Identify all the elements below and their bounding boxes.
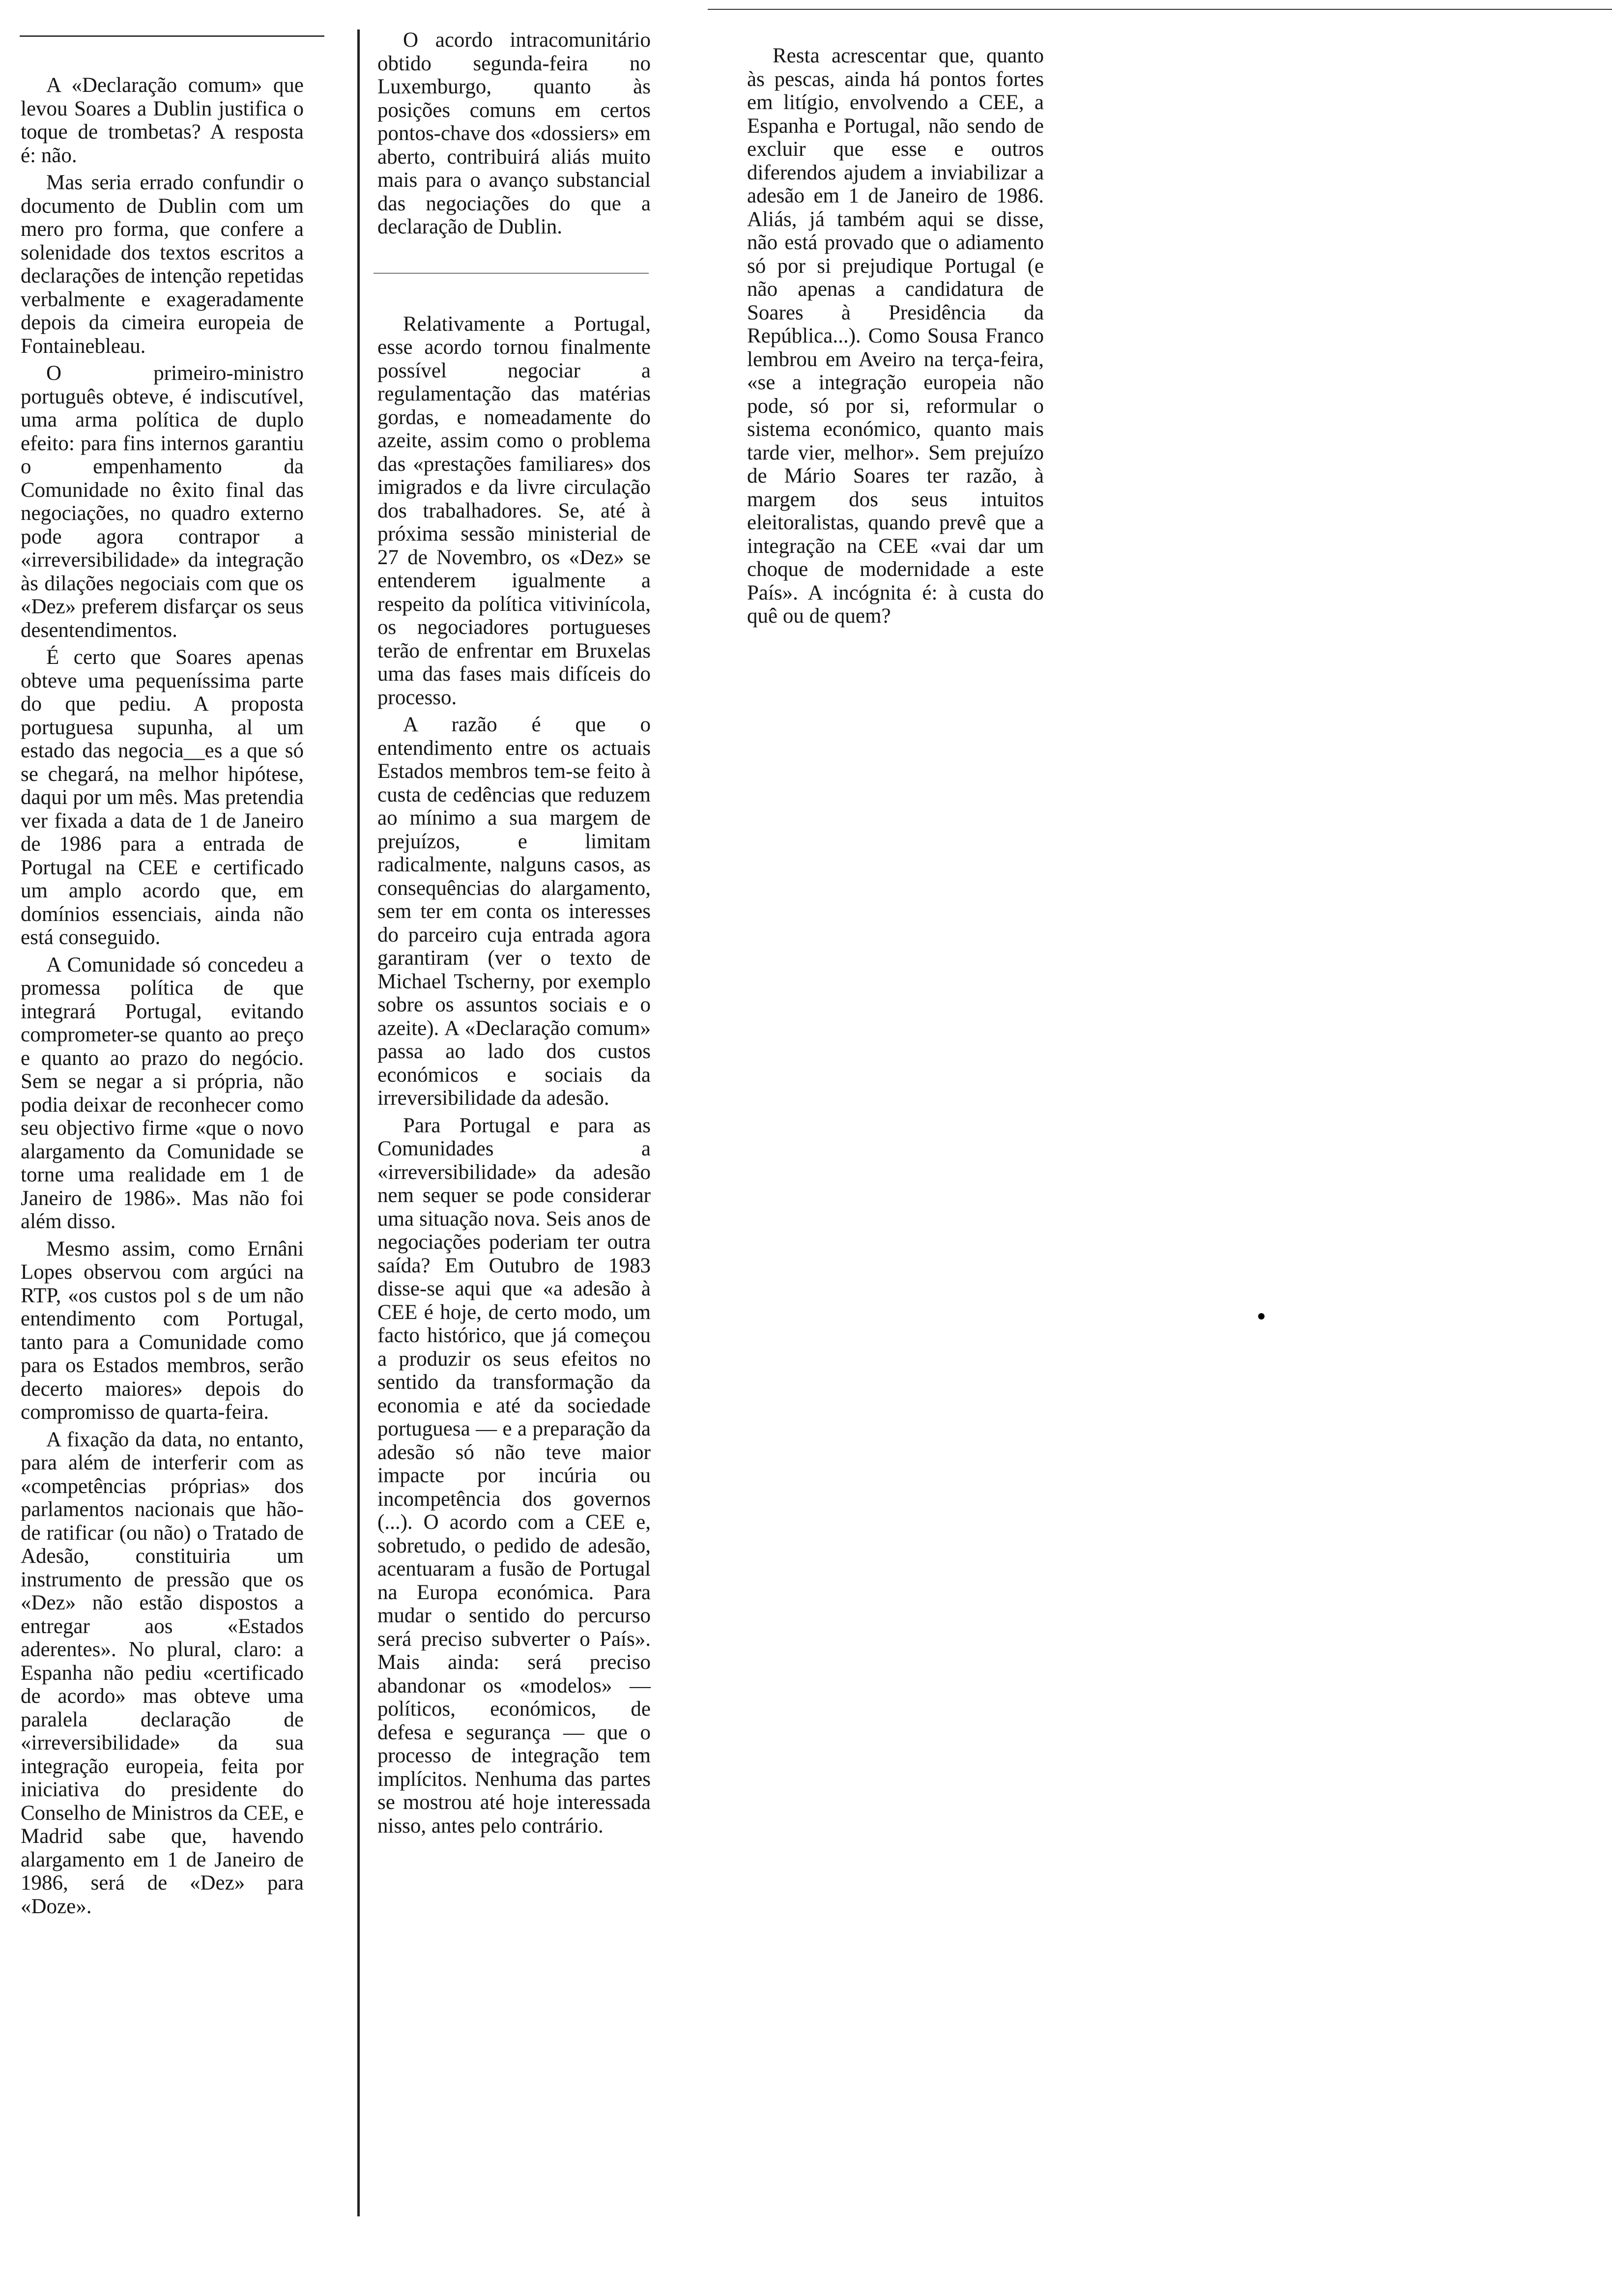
paragraph: Mas seria errado confundir o documento de Dublin com um mero pro forma, que confere a solenidade dos textos escritos a declarações de intenção repetidas verbalmente e exageradamente depois da cimeira europeia de Fontainebleau. — [21, 171, 304, 358]
paragraph: O primeiro-ministro português obteve, é indiscutível, uma arma política de duplo efeito: para fins internos garantiu o empenhamento da Comunidade no êxito final das negociações, no quadro externo pode agora contrapor a «irreversibilidade» da integração às dilações negociais com que os «Dez» preferem disfarçar os seus desentendimentos. — [21, 362, 304, 642]
column-rule — [357, 29, 360, 2216]
paragraph: Resta acrescentar que, quanto às pescas, ainda há pontos fortes em litígio, envolvendo a CEE, a Espanha e Portugal, não sendo de excluir que esse e outros diferendos ajudem a inviabilizar a adesão em 1 de Janeiro de 1986. Aliás, já também aqui se disse, não está provado que o adiamento só por si prejudique Portugal (e não apenas a candidatura de Soares à Presidência da República...). Como Sousa Franco lembrou em Aveiro na terça-feira, «se a integração europeia não pode, só por si, reformular o sistema económico, quanto mais tarde vier, melhor». Sem prejuízo de Mário Soares ter razão, à margem dos seus intuitos eleitoralistas, quando prevê que a integração na CEE «vai dar um choque de modernidade a este País». A incógnita é: à custa do quê ou de quem? — [747, 44, 1044, 628]
paragraph: A «Declaração comum» que levou Soares a Dublin justifica o toque de trombetas? A resposta é: não. — [21, 74, 304, 167]
article-column-3 — [747, 44, 1044, 632]
paragraph: Relativamente a Portugal, esse acordo tornou finalmente possível negociar a regulamentação das matérias gordas, e nomeadamente do azeite, assim como o problema das «prestações familiares» dos imigrados e da livre circulação dos trabalhadores. Se, até à próxima sessão ministerial de 27 de Novembro, os «Dez» se entenderem igualmente a respeito da política vitivinícola, os negociadores portugueses terão de enfrentar em Bruxelas uma das fases mais difíceis do processo. — [377, 312, 651, 709]
paragraph: Para Portugal e para as Comunidades a «irreversibilidade» da adesão nem sequer se pode considerar uma situação nova. Seis anos de negociações poderiam ter outra saída? Em Outubro de 1983 disse-se aqui que «a adesão à CEE é hoje, de certo modo, um facto histórico, que já começou a produzir os seus efeitos no sentido da transformação da economia e até da sociedade portuguesa — e a preparação da adesão só não teve maior impacte por incúria ou incompetência dos governos (...). O acordo com a CEE e, sobretudo, o pedido de adesão, acentuaram a fusão de Portugal na Europa económica. Para mudar o sentido do percurso será preciso subverter o País». Mais ainda: será preciso abandonar os «modelos» — políticos, económicos, de defesa e segurança — que o processo de integração tem implícitos. Nenhuma das partes se mostrou até hoje interessada nisso, antes pelo contrário. — [377, 1114, 651, 1837]
top-rule-right — [708, 9, 1612, 10]
paragraph: A razão é que o entendimento entre os actuais Estados membros tem-se feito à custa de cedências que reduzem ao mínimo a sua margem de prejuízos, e limitam radicalmente, nalguns casos, as consequências do alargamento, sem ter em conta os interesses do parceiro cuja entrada agora garantiram (ver o texto de Michael Tscherny, por exemplo sobre os assuntos sociais e o azeite). A «Declaração comum» passa ao lado dos custos económicos e sociais da irreversibilidade da adesão. — [377, 713, 651, 1110]
article-column-2 — [377, 29, 651, 1841]
paragraph: O acordo intracomunitário obtido segunda-feira no Luxemburgo, quanto às posições comuns em certos pontos-chave dos «dossiers» em aberto, contribuirá aliás muito mais para o avanço substancial das negociações do que a declaração de Dublin. — [377, 29, 651, 238]
ink-spot — [1258, 1313, 1265, 1320]
paragraph: A fixação da data, no entanto, para além de interferir com as «competências próprias» dos parlamentos nacionais que hão-de ratificar (ou não) o Tratado de Adesão, constituiria um instrumento de pressão que os «Dez» não estão dispostos a entregar aos «Estados aderentes». No plural, claro: a Espanha não pediu «certificado de acordo» mas obteve uma paralela declaração de «irreversibilidade» da sua integração europeia, feita por iniciativa do presidente do Conselho de Ministros da CEE, e Madrid sabe que, havendo alargamento em 1 de Janeiro de 1986, será de «Dez» para «Doze». — [21, 1428, 304, 1918]
paragraph: A Comunidade só concedeu a promessa política de que integrará Portugal, evitando comprometer-se quanto ao preço e quanto ao prazo do negócio. Sem se negar a si própria, não podia deixar de reconhecer como seu objectivo firme «que o novo alargamento da Comunidade se torne uma realidade em 1 de Janeiro de 1986». Mas não foi além disso. — [21, 953, 304, 1233]
paragraph: Mesmo assim, como Ernâni Lopes observou com argúci na RTP, «os custos pol s de um não entendimento com Portugal, tanto para a Comunidade como para os Estados membros, serão decerto maiores» depois do compromisso de quarta-feira. — [21, 1237, 304, 1424]
paragraph: É certo que Soares apenas obteve uma pequeníssima parte do que pediu. A proposta portuguesa supunha, al um estado das negocia__es a que só se chegará, na melhor hipótese, daqui por um mês. Mas pretendia ver fixada a data de 1 de Janeiro de 1986 para a entrada de Portugal na CEE e certificado um amplo acordo que, em domínios essenciais, ainda não está conseguido. — [21, 646, 304, 949]
article-column-1 — [21, 74, 304, 1922]
top-rule-left — [20, 35, 324, 37]
